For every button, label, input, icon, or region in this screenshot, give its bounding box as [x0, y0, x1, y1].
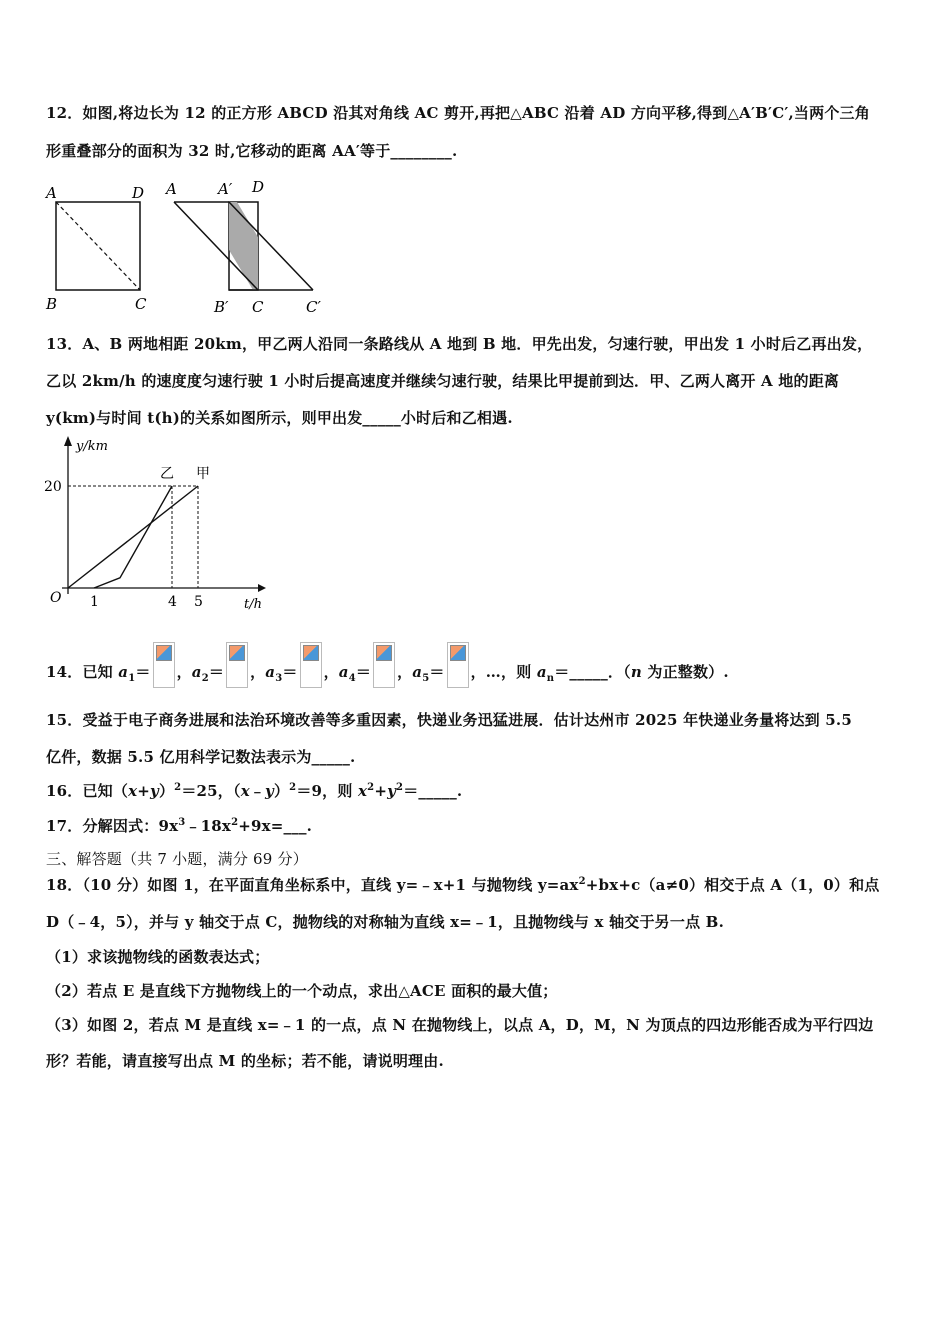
q15-line2: 亿件，数据 5.5 亿用科学记数法表示为_____. — [46, 748, 356, 766]
label-c: C — [252, 298, 264, 316]
q12-square-figure — [44, 176, 154, 320]
label-a-prime: A′ — [218, 180, 233, 198]
x-axis-label: t/h — [244, 597, 262, 612]
section-heading: 三、解答题（共 7 小题，满分 69 分） — [46, 850, 308, 868]
series-label-jia: 甲 — [196, 466, 210, 482]
formula-image-placeholder — [153, 642, 175, 688]
origin-label: O — [50, 590, 62, 606]
q18-line1: 18．（10 分）如图 1，在平面直角坐标系中，直线 y=﹣x+1 与抛物线 $y=ax^2+bx+c(a\ne 0)$相交于点 A（1，0）和点 — [46, 876, 880, 894]
x-axis-arrow — [258, 584, 266, 592]
q13-line3: y(km)与时间 t(h)的关系如图所示，则甲出发_____小时后和乙相遇. — [46, 409, 513, 427]
label-b-prime: B′ — [214, 298, 229, 316]
overlap-region — [229, 202, 258, 290]
label-a: A — [166, 180, 177, 198]
label-c-prime: C′ — [306, 298, 321, 316]
square-abcd — [56, 202, 140, 290]
q18-line2: D（﹣4，5），并与 y 轴交于点 C，抛物线的对称轴为直线 x=﹣1，且抛物线与 x 轴交于另一点 B. — [46, 913, 724, 931]
series-line-jia — [68, 486, 198, 588]
diagonal-ac — [56, 202, 140, 290]
q13-line1: 13．A、B 两地相距 20km，甲乙两人沿同一条路线从 A 地到 B 地．甲先出发，匀速行驶，甲出发 1 小时后乙再出发， — [46, 335, 873, 353]
x-tick-label-5: 5 — [194, 594, 203, 610]
q17-line: 17．分解因式：$9x^3﹣18x^2+9x=\_\_\_$. — [46, 817, 313, 835]
formula-image-placeholder — [300, 642, 322, 688]
q15-line1: 15．受益于电子商务进展和法治环境改善等多重因素，快递业务迅猛进展．估计达州市 2025 年快递业务量将达到 5.5 — [46, 711, 852, 729]
q18-part2: （2）若点 E 是直线下方抛物线上的一个动点，求出△ACE 面积的最大值； — [46, 982, 558, 1000]
y-axis-label: y/km — [76, 439, 108, 454]
q16-line: 16．已知$(x+y)^2=25$，（x﹣y）$^2$＝9，则 $x^2+y^2=\_\_\_\_\_$. — [46, 782, 463, 800]
x-tick-label-1: 1 — [90, 594, 99, 610]
q13-line2: 乙以 2km/h 的速度度匀速行驶 1 小时后提高速度并继续匀速行驶，结果比甲提前到达．甲、乙两人离开 A 地的距离 — [46, 372, 840, 390]
series-label-yi: 乙 — [160, 466, 174, 482]
y-tick-label-20: 20 — [44, 479, 62, 495]
y-axis-arrow — [64, 436, 72, 446]
label-a: A — [46, 184, 57, 202]
q18-part3-cont: 形？若能，请直接写出点 M 的坐标；若不能，请说明理由. — [46, 1052, 444, 1070]
q12-line2: 形重叠部分的面积为 32 时,它移动的距离 AA′等于________. — [46, 142, 458, 160]
q14-line: 14．已知 $a_1=$ ，$a_2=$ ，$a_3=$ ，$a_4=$ ，$a_5=$ ，…，则 $a_n=\_\_\_\_\_$．（n 为正整数）. — [46, 650, 729, 696]
label-d: D — [252, 178, 265, 196]
q18-part1: （1）求该抛物线的函数表达式； — [46, 948, 270, 966]
label-d: D — [132, 184, 145, 202]
label-c: C — [135, 295, 147, 313]
x-tick-label-4: 4 — [168, 594, 177, 610]
label-b: B — [46, 295, 58, 313]
q13-distance-time-graph — [40, 432, 270, 618]
formula-image-placeholder — [226, 642, 248, 688]
formula-image-placeholder — [373, 642, 395, 688]
q12-translation-figure — [160, 172, 340, 322]
q18-part3: （3）如图 2，若点 M 是直线 x=﹣1 的一点，点 N 在抛物线上，以点 A，D，M，N 为顶点的四边形能否成为平行四边 — [46, 1016, 874, 1034]
formula-image-placeholder — [447, 642, 469, 688]
q12-line1: 12．如图,将边长为 12 的正方形 ABCD 沿其对角线 AC 剪开,再把△ABC 沿着 AD 方向平移,得到△A′B′C′,当两个三角 — [46, 104, 870, 122]
